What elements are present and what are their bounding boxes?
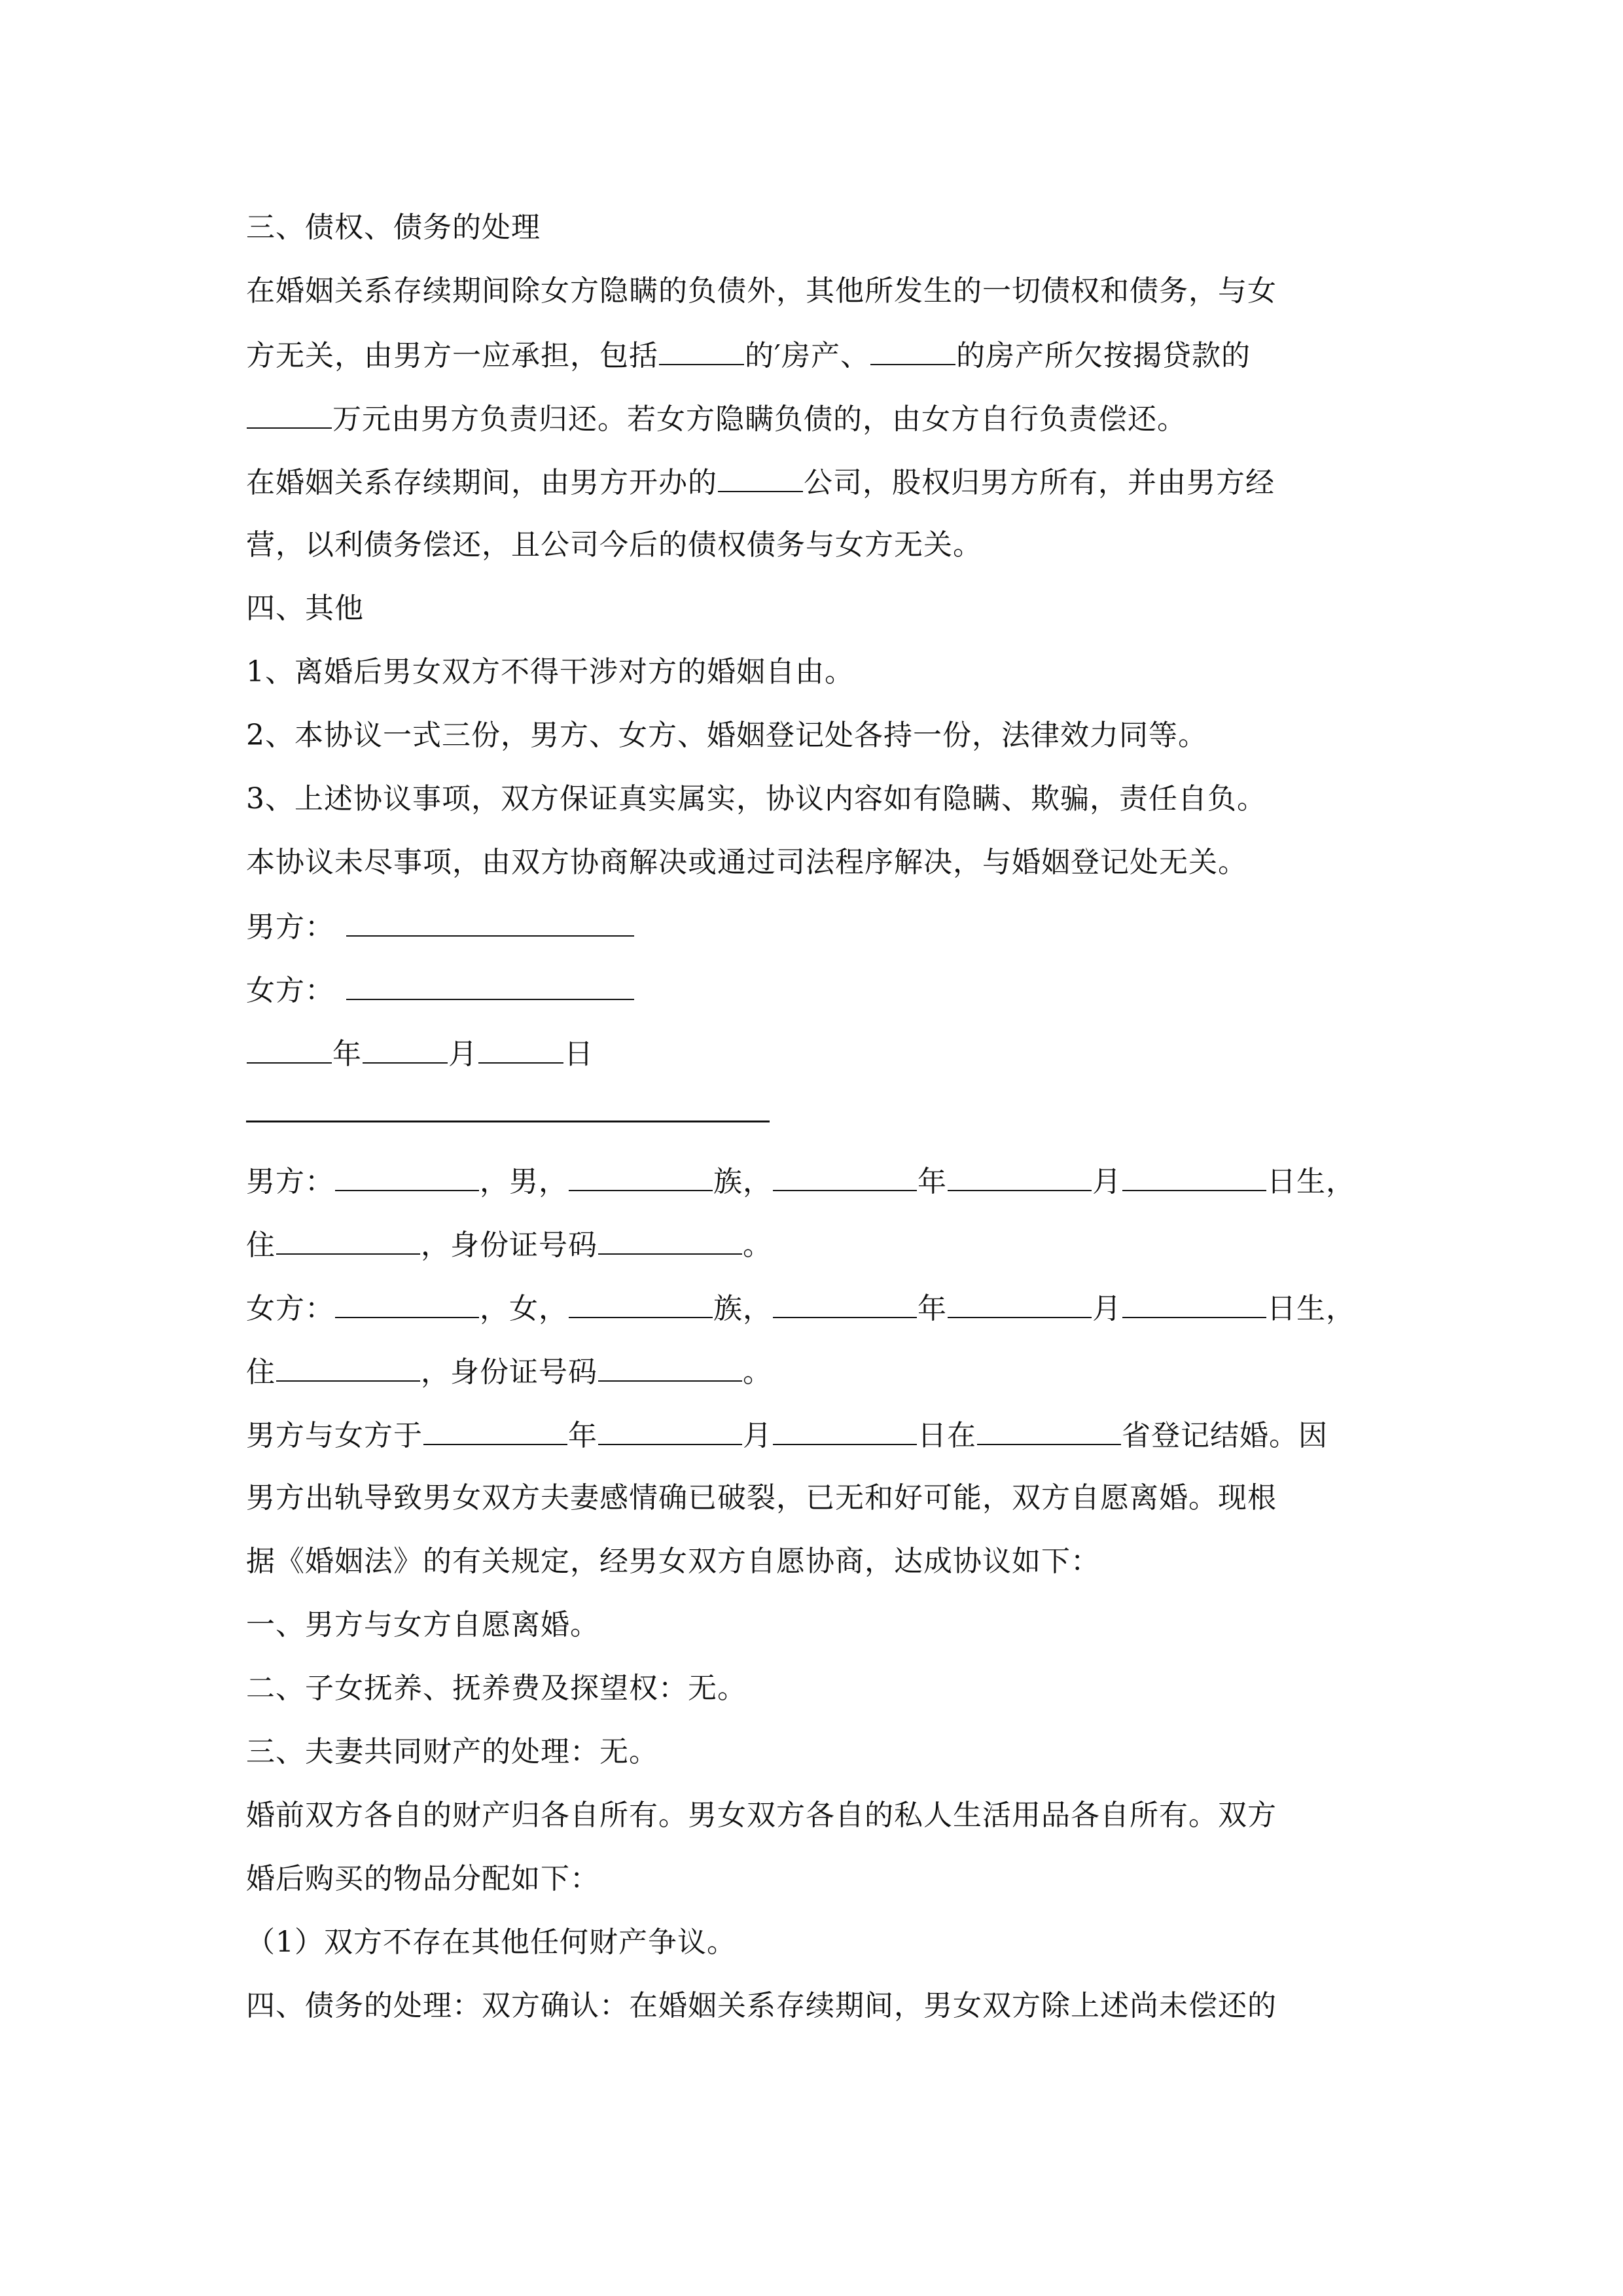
party-male-info bbox=[246, 1161, 1355, 1200]
paragraph-line: 本协议未尽事项，由双方协商解决或通过司法程序解决，与婚姻登记处无关。 bbox=[246, 846, 1247, 879]
signature-male bbox=[246, 906, 635, 946]
blank-field[interactable] bbox=[276, 1225, 420, 1255]
text: ，身份证号码 bbox=[421, 1355, 597, 1389]
month-field[interactable] bbox=[363, 1033, 448, 1064]
list-item: 3、上述协议事项，双方保证真实属实，协议内容如有隐瞒、欺骗，责任自负。 bbox=[246, 782, 1266, 816]
party-female-info bbox=[246, 1288, 1355, 1327]
blank-field[interactable] bbox=[773, 1288, 917, 1318]
text: 女方： bbox=[246, 1292, 334, 1325]
blank-field[interactable] bbox=[948, 1161, 1092, 1191]
text: 年 bbox=[568, 1419, 597, 1452]
article-3: 三、夫妻共同财产的处理：无。 bbox=[246, 1735, 658, 1768]
paragraph-line: 婚后购买的物品分配如下： bbox=[246, 1862, 599, 1895]
paragraph-line: 营，以利债务偿还，且公司今后的债权债务与女方无关。 bbox=[246, 528, 982, 562]
text: 住 bbox=[246, 1229, 276, 1262]
blank-field[interactable] bbox=[423, 1415, 567, 1445]
text: 。 bbox=[743, 1355, 772, 1389]
list-item: 1、离婚后男女双方不得干涉对方的婚姻自由。 bbox=[246, 655, 854, 689]
text: 的′房产、 bbox=[745, 339, 870, 372]
blank-field[interactable] bbox=[1122, 1288, 1266, 1318]
text: 月 bbox=[743, 1419, 772, 1452]
party-female-address bbox=[246, 1352, 772, 1391]
text: 日生， bbox=[1267, 1165, 1355, 1198]
blank-field[interactable] bbox=[569, 1161, 713, 1191]
text: 。 bbox=[743, 1229, 772, 1262]
blank-field[interactable] bbox=[870, 335, 955, 365]
text: 日生， bbox=[1267, 1292, 1355, 1325]
label: 男方： bbox=[246, 910, 334, 944]
paragraph-line: 婚前双方各自的财产归各自所有。男女双方各自的私人生活用品各自所有。双方 bbox=[246, 1799, 1277, 1832]
blank-field[interactable] bbox=[598, 1352, 742, 1382]
text: 月 bbox=[448, 1037, 478, 1071]
text: 男方与女方于 bbox=[246, 1419, 423, 1452]
paragraph-line: 据《婚姻法》的有关规定，经男女双方自愿协商，达成协议如下： bbox=[246, 1545, 1100, 1578]
article-4: 四、债务的处理：双方确认：在婚姻关系存续期间，男女双方除上述尚未偿还的 bbox=[246, 1989, 1277, 2022]
text: 住 bbox=[246, 1355, 276, 1389]
text: 年 bbox=[918, 1165, 947, 1198]
label: 女方： bbox=[246, 974, 334, 1007]
text: 族， bbox=[713, 1165, 772, 1198]
date-line bbox=[246, 1033, 594, 1073]
blank-field[interactable] bbox=[773, 1161, 917, 1191]
blank-field[interactable] bbox=[335, 1288, 479, 1318]
article-2: 二、子女抚养、抚养费及探望权：无。 bbox=[246, 1672, 747, 1705]
year-field[interactable] bbox=[247, 1033, 332, 1064]
text: 的房产所欠按揭贷款的 bbox=[956, 339, 1251, 372]
blank-field[interactable] bbox=[773, 1415, 917, 1445]
blank-field[interactable] bbox=[247, 399, 332, 429]
signature-female bbox=[246, 970, 635, 1009]
party-male-address bbox=[246, 1225, 772, 1264]
blank-field[interactable] bbox=[948, 1288, 1092, 1318]
text: 月 bbox=[1092, 1292, 1122, 1325]
text: 在婚姻关系存续期间，由男方开办的 bbox=[246, 466, 717, 499]
text: 年 bbox=[332, 1037, 362, 1071]
text: 日 bbox=[564, 1037, 594, 1071]
section-title-debts: 三、债权、债务的处理 bbox=[246, 211, 541, 244]
text: 年 bbox=[918, 1292, 947, 1325]
text: 万元由男方负责归还。若女方隐瞒负债的，由女方自行负责偿还。 bbox=[332, 403, 1186, 436]
paragraph-line bbox=[246, 399, 1186, 438]
text: ，身份证号码 bbox=[421, 1229, 597, 1262]
separator-rule bbox=[246, 1121, 770, 1122]
list-item: 2、本协议一式三份，男方、女方、婚姻登记处各持一份，法律效力同等。 bbox=[246, 719, 1207, 752]
day-field[interactable] bbox=[478, 1033, 563, 1064]
signature-field-male[interactable] bbox=[346, 906, 634, 937]
paragraph-line bbox=[246, 462, 1275, 501]
list-item: （1）双方不存在其他任何财产争议。 bbox=[246, 1926, 736, 1959]
blank-field[interactable] bbox=[276, 1352, 420, 1382]
blank-field[interactable] bbox=[1122, 1161, 1266, 1191]
marriage-registration bbox=[246, 1415, 1328, 1454]
blank-field[interactable] bbox=[569, 1288, 713, 1318]
section-title-other: 四、其他 bbox=[246, 592, 364, 625]
text: 省登记结婚。因 bbox=[1122, 1419, 1328, 1452]
text: ，女， bbox=[480, 1292, 568, 1325]
blank-field[interactable] bbox=[659, 335, 744, 365]
blank-field[interactable] bbox=[977, 1415, 1121, 1445]
article-1: 一、男方与女方自愿离婚。 bbox=[246, 1608, 599, 1641]
text: 月 bbox=[1092, 1165, 1122, 1198]
blank-field[interactable] bbox=[598, 1225, 742, 1255]
paragraph-line bbox=[246, 335, 1251, 374]
text: 族， bbox=[713, 1292, 772, 1325]
paragraph-line: 在婚姻关系存续期间除女方隐瞒的负债外，其他所发生的一切债权和债务，与女 bbox=[246, 274, 1277, 308]
signature-field-female[interactable] bbox=[346, 970, 634, 1000]
blank-field[interactable] bbox=[335, 1161, 479, 1191]
blank-field[interactable] bbox=[718, 462, 803, 492]
blank-field[interactable] bbox=[598, 1415, 742, 1445]
text: ，男， bbox=[480, 1165, 568, 1198]
text: 公司，股权归男方所有，并由男方经 bbox=[804, 466, 1275, 499]
text: 日在 bbox=[918, 1419, 976, 1452]
paragraph-line: 男方出轨导致男女双方夫妻感情确已破裂，已无和好可能，双方自愿离婚。现根 bbox=[246, 1481, 1277, 1515]
text: 男方： bbox=[246, 1165, 334, 1198]
text: 方无关，由男方一应承担，包括 bbox=[246, 339, 658, 372]
